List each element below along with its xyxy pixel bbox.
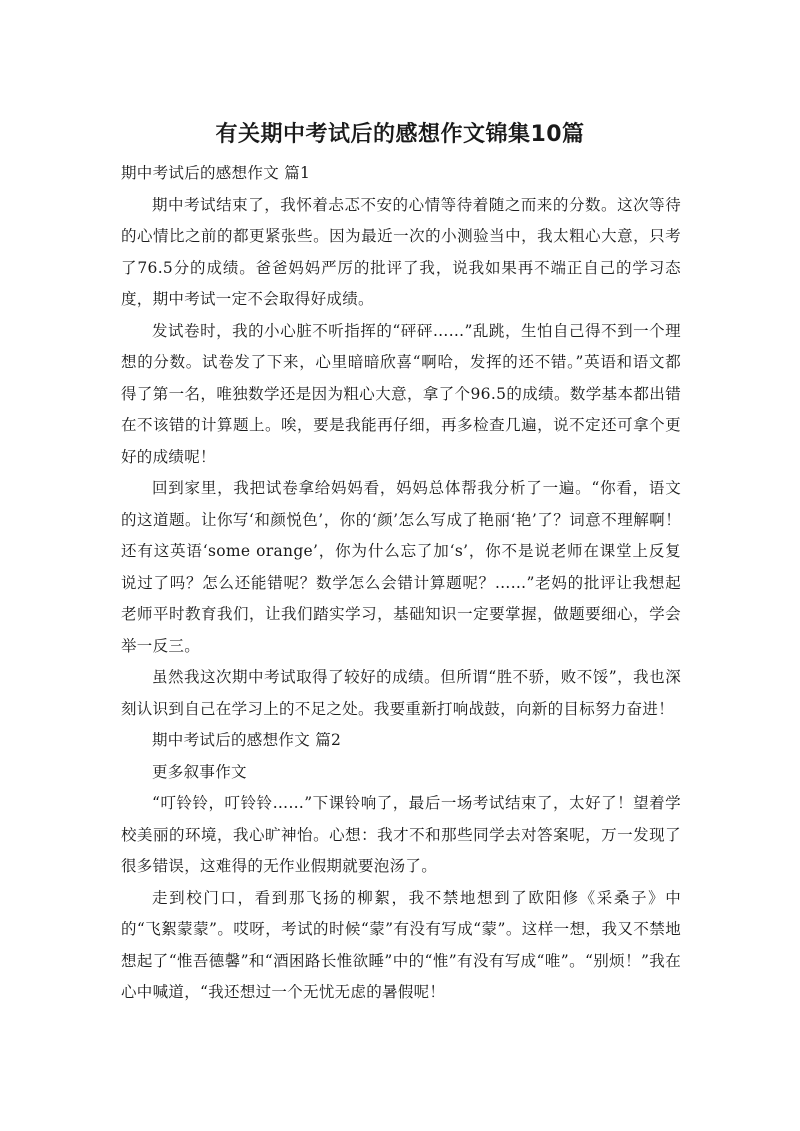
paragraph: 发试卷时，我的小心脏不听指挥的“砰砰……”乱跳，生怕自己得不到一个理想的分数。试卷发了下来，心里暗暗欣喜“啊哈，发挥的还不错。”英语和语文都得了第一名，唯独数学还是因为粗心大意，拿了个96.5的成绩。数学基本都出错在不该错的计算题上。唉，要是我能再仔细，再多检查几遍，说不定还可拿个更好的成绩呢！ (121, 321, 681, 466)
paragraph: 走到校门口，看到那飞扬的柳絮，我不禁地想到了欧阳修《采桑子》中的“飞絮蒙蒙”。哎呀，考试的时候“蒙”有没有写成“蒙”。这样一想，我又不禁地想起了“惟吾德馨”和“酒困路长惟欲睡”中的“惟”有没有写成“唯”。“别烦！”我在心中喊道，“我还想过一个无忧无虑的暑假呢！ (121, 888, 681, 1001)
paragraph: 虽然我这次期中考试取得了较好的成绩。但所谓“胜不骄，败不馁”，我也深刻认识到自己在学习上的不足之处。我要重新打响战鼓，向新的目标努力奋进！ (121, 668, 681, 718)
paragraph: 回到家里，我把试卷拿给妈妈看，妈妈总体帮我分析了一遍。“你看，语文的这道题。让你写‘和颜悦色’，你的‘颜’怎么写成了艳丽‘艳’了？词意不理解啊！还有这英语‘some orange’，你为什么忘了加‘s’，你不是说老师在课堂上反复说过了吗？怎么还能错呢？数学怎么会错计算题呢？……”老妈的批评让我想起老师平时教育我们，让我们踏实学习，基础知识一定要掌握，做题要细心，学会举一反三。 (121, 479, 681, 655)
related-label: 更多叙事作文 (152, 762, 247, 781)
section-heading-1: 期中考试后的感想作文 篇1 (121, 164, 311, 182)
document-body (121, 158, 681, 1009)
document-title: 有关期中考试后的感想作文锦集10篇 (215, 122, 585, 147)
section-heading-2: 期中考试后的感想作文 篇2 (152, 731, 342, 749)
paragraph: “叮铃铃，叮铃铃……”下课铃响了，最后一场考试结束了，太好了！望着学校美丽的环境，我心旷神怡。心想：我才不和那些同学去对答案呢，万一发现了很多错误，这难得的无作业假期就要泡汤了。 (121, 794, 681, 875)
paragraph: 期中考试结束了，我怀着忐忑不安的心情等待着随之而来的分数。这次等待的心情比之前的都更紧张些。因为最近一次的小测验当中，我太粗心大意，只考了76.5分的成绩。爸爸妈妈严厉的批评了我，说我如果再不端正自己的学习态度，期中考试一定不会取得好成绩。 (121, 195, 681, 308)
